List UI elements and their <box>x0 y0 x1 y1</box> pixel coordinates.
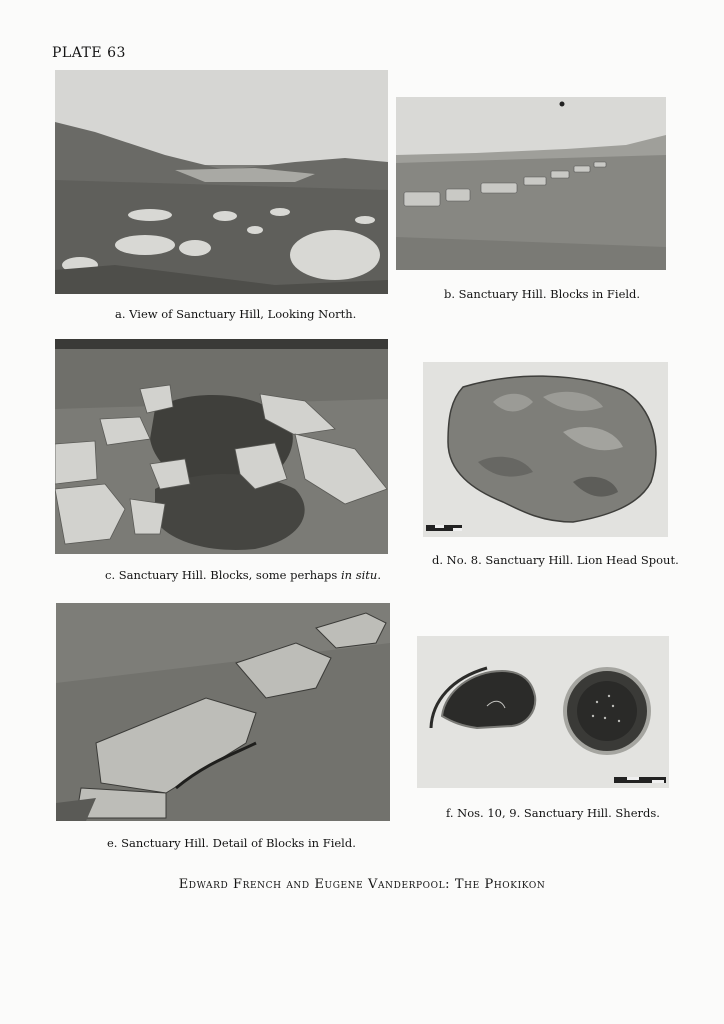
caption-d: d. No. 8. Sanctuary Hill. Lion Head Spout. <box>432 553 679 567</box>
photo-d-lion-head-spout <box>423 362 668 537</box>
plate-footer: Edward French and Eugene Vanderpool: The Phokikon <box>178 877 546 892</box>
caption-a: a. View of Sanctuary Hill, Looking North. <box>115 307 357 321</box>
caption-c <box>105 568 381 582</box>
photo-b-blocks-in-field <box>396 97 666 270</box>
caption-e: e. Sanctuary Hill. Detail of Blocks in Field. <box>107 836 356 850</box>
photo-f-sherds <box>417 636 669 788</box>
caption-c-end: . <box>377 568 381 582</box>
caption-b: b. Sanctuary Hill. Blocks in Field. <box>444 287 641 301</box>
photo-e-detail-of-blocks <box>56 603 390 821</box>
photo-c-blocks-in-situ <box>55 339 388 554</box>
caption-f: f. Nos. 10, 9. Sanctuary Hill. Sherds. <box>446 806 660 820</box>
caption-c-italic: in situ <box>340 568 378 582</box>
caption-c-main: c. Sanctuary Hill. Blocks, some perhaps <box>105 568 338 582</box>
photo-a-landscape-view <box>55 70 388 294</box>
plate-number: PLATE 63 <box>52 45 126 61</box>
